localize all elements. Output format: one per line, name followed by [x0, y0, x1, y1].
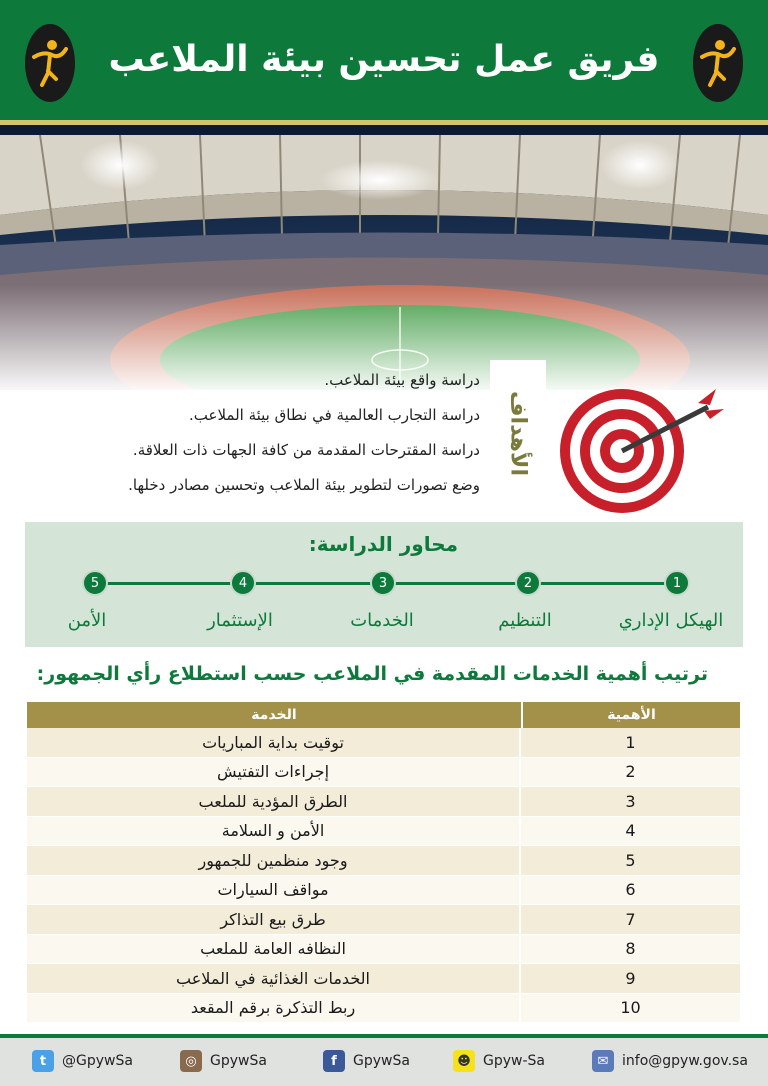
service-cell: وجود منظمين للجمهور	[27, 846, 521, 876]
column-header-rank: الأهمية	[521, 702, 740, 728]
service-cell: مواقف السيارات	[27, 876, 521, 906]
twitter-handle: @GpywSa	[62, 1053, 133, 1069]
table-row	[27, 758, 740, 788]
service-cell: النظافه العامة للملعب	[27, 935, 521, 965]
facebook-icon: f	[323, 1050, 345, 1072]
axis-label: الخدمات	[350, 610, 414, 631]
axis-number: 5	[82, 570, 108, 596]
facebook-link[interactable]	[323, 1050, 410, 1072]
ranking-table	[27, 702, 740, 1023]
service-cell: توقيت بداية المباريات	[27, 728, 521, 758]
axis-label: الهيكل الإداري	[618, 610, 724, 631]
axis-label: الإستثمار	[207, 610, 273, 631]
email-link[interactable]	[592, 1050, 748, 1072]
email-address: info@gpyw.gov.sa	[622, 1053, 748, 1069]
service-cell: ربط التذكرة برقم المقعد	[27, 994, 521, 1024]
rank-cell: 3	[521, 787, 740, 817]
ranking-title: ترتيب أهمية الخدمات المقدمة في الملاعب حسب استطلاع رأي الجمهور:	[36, 663, 708, 685]
rank-cell: 6	[521, 876, 740, 906]
rank-cell: 1	[521, 728, 740, 758]
gpyw-logo	[25, 24, 75, 102]
instagram-icon: ◎	[180, 1050, 202, 1072]
snapchat-icon: ☻	[453, 1050, 475, 1072]
table-header	[27, 702, 740, 728]
table-row	[27, 964, 740, 994]
goals-heading-text: الأهداف	[505, 390, 531, 476]
rank-cell: 4	[521, 817, 740, 847]
table-row	[27, 728, 740, 758]
table-row	[27, 876, 740, 906]
service-cell: طرق بيع التذاكر	[27, 905, 521, 935]
table-row	[27, 905, 740, 935]
goals-heading	[490, 360, 546, 506]
stadium-image	[0, 125, 768, 390]
service-cell: إجراءات التفتيش	[27, 758, 521, 788]
study-axes-panel	[25, 522, 743, 647]
rank-cell: 2	[521, 758, 740, 788]
table-row	[27, 787, 740, 817]
service-cell: الأمن و السلامة	[27, 817, 521, 847]
runner-logo-icon	[30, 35, 70, 91]
goal-item: دراسة المقترحات المقدمة من كافة الجهات ذات العلاقة.	[132, 441, 480, 459]
table-row	[27, 846, 740, 876]
rank-cell: 9	[521, 964, 740, 994]
service-cell: الطرق المؤدية للملعب	[27, 787, 521, 817]
runner-logo-icon	[698, 35, 738, 91]
axis-number: 4	[230, 570, 256, 596]
snapchat-link[interactable]	[453, 1050, 545, 1072]
axis-label: الأمن	[67, 610, 107, 631]
column-header-service: الخدمة	[27, 702, 521, 728]
rank-cell: 10	[521, 994, 740, 1024]
goal-item: وضع تصورات لتطوير بيئة الملاعب وتحسين مصادر دخلها.	[128, 476, 480, 494]
facebook-handle: GpywSa	[353, 1053, 410, 1069]
axis-number: 2	[515, 570, 541, 596]
page-title: فريق عمل تحسين بيئة الملاعب	[108, 39, 660, 80]
gpyw-logo	[693, 24, 743, 102]
rank-cell: 5	[521, 846, 740, 876]
twitter-link[interactable]	[32, 1050, 133, 1072]
snapchat-handle: Gpyw-Sa	[483, 1053, 545, 1069]
study-axes-title: محاور الدراسة:	[308, 532, 458, 556]
envelope-icon: ✉	[592, 1050, 614, 1072]
axis-number: 3	[370, 570, 396, 596]
goal-item: دراسة واقع بيئة الملاعب.	[324, 371, 480, 389]
table-row	[27, 817, 740, 847]
twitter-icon: t	[32, 1050, 54, 1072]
target-icon	[558, 385, 733, 515]
table-row	[27, 994, 740, 1024]
rank-cell: 7	[521, 905, 740, 935]
goal-item: دراسة التجارب العالمية في نطاق بيئة الملاعب.	[189, 406, 480, 424]
rank-cell: 8	[521, 935, 740, 965]
instagram-handle: GpywSa	[210, 1053, 267, 1069]
table-row	[27, 935, 740, 965]
axis-label: التنظيم	[498, 610, 552, 631]
instagram-link[interactable]	[180, 1050, 267, 1072]
axis-number: 1	[664, 570, 690, 596]
header-banner	[0, 0, 768, 120]
goals-list	[30, 363, 480, 503]
service-cell: الخدمات الغذائية في الملاعب	[27, 964, 521, 994]
